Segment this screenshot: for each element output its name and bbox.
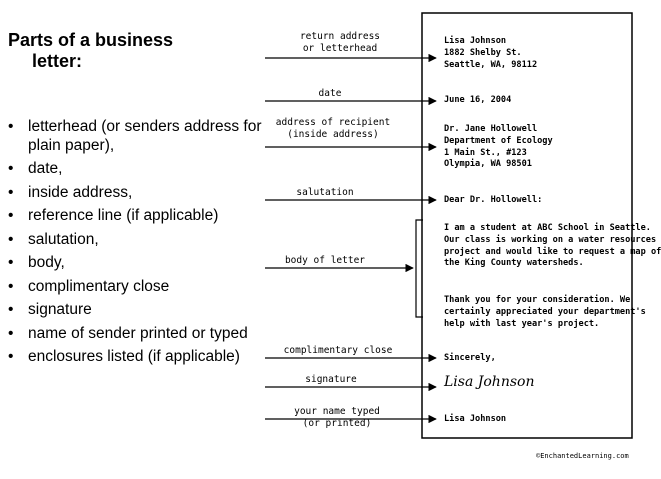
- letter-salutation: Dear Dr. Hollowell:: [444, 195, 543, 205]
- letter-complimentary-close: Sincerely,: [444, 353, 496, 363]
- list-item: • name of sender printed or typed: [8, 324, 248, 342]
- list-item: • salutation,: [8, 230, 99, 248]
- letter-signature: Lisa Johnson: [444, 374, 535, 390]
- bullet-icon: •: [8, 301, 14, 318]
- bullet-icon: •: [8, 160, 14, 177]
- bullet-icon: •: [8, 348, 14, 365]
- list-item: • complimentary close: [8, 277, 170, 295]
- label-date: date: [318, 88, 342, 99]
- bullet-icon: •: [8, 230, 14, 248]
- letter-printed-name: Lisa Johnson: [444, 414, 507, 424]
- list-item: • reference line (if applicable): [8, 207, 219, 224]
- bullet-icon: •: [8, 207, 14, 224]
- bullet-icon: •: [8, 254, 14, 271]
- list-item: • letterhead (or senders address for plain paper),: [8, 118, 262, 154]
- bullet-icon: •: [8, 324, 14, 342]
- letter-inside-address: Dr. Jane Hollowell Department of Ecology 1 Main St., #123 Olympia, WA 98501: [444, 124, 553, 170]
- letter-date: June 16, 2004: [444, 95, 512, 105]
- label-salutation: salutation: [296, 187, 354, 198]
- list-item: • body,: [8, 254, 65, 271]
- list-item: • enclosures listed (if applicable): [8, 348, 240, 365]
- list-item: • date,: [8, 160, 63, 177]
- copyright-credit: ©EnchantedLearning.com: [536, 452, 629, 460]
- label-signature: signature: [305, 374, 357, 385]
- bullet-icon: •: [8, 183, 14, 201]
- label-name: your name typed (or printed): [294, 406, 380, 429]
- list-item: • signature: [8, 301, 92, 318]
- list-item: • inside address,: [8, 183, 133, 201]
- label-return-address: return address or letterhead: [299, 31, 381, 54]
- heading-line-2: letter:: [32, 51, 83, 71]
- bullet-icon: •: [8, 277, 14, 295]
- letter-body-paragraph-1: I am a student at ABC School in Seattle. Our class is working on a water resources project and would like to request a map of the King County watersheds.: [444, 223, 661, 269]
- letter-return-address: Lisa Johnson 1882 Shelby St. Seattle, WA, 98112: [444, 36, 538, 70]
- label-inside-address: address of recipient (inside address): [275, 117, 391, 140]
- bullet-icon: •: [8, 118, 14, 135]
- letter-body-paragraph-2: Thank you for your consideration. We certainly appreciated your department's help with last year's project.: [444, 295, 646, 329]
- label-body: body of letter: [284, 255, 366, 266]
- label-complimentary-close: complimentary close: [283, 345, 393, 356]
- heading-line-1: Parts of a business: [8, 30, 174, 50]
